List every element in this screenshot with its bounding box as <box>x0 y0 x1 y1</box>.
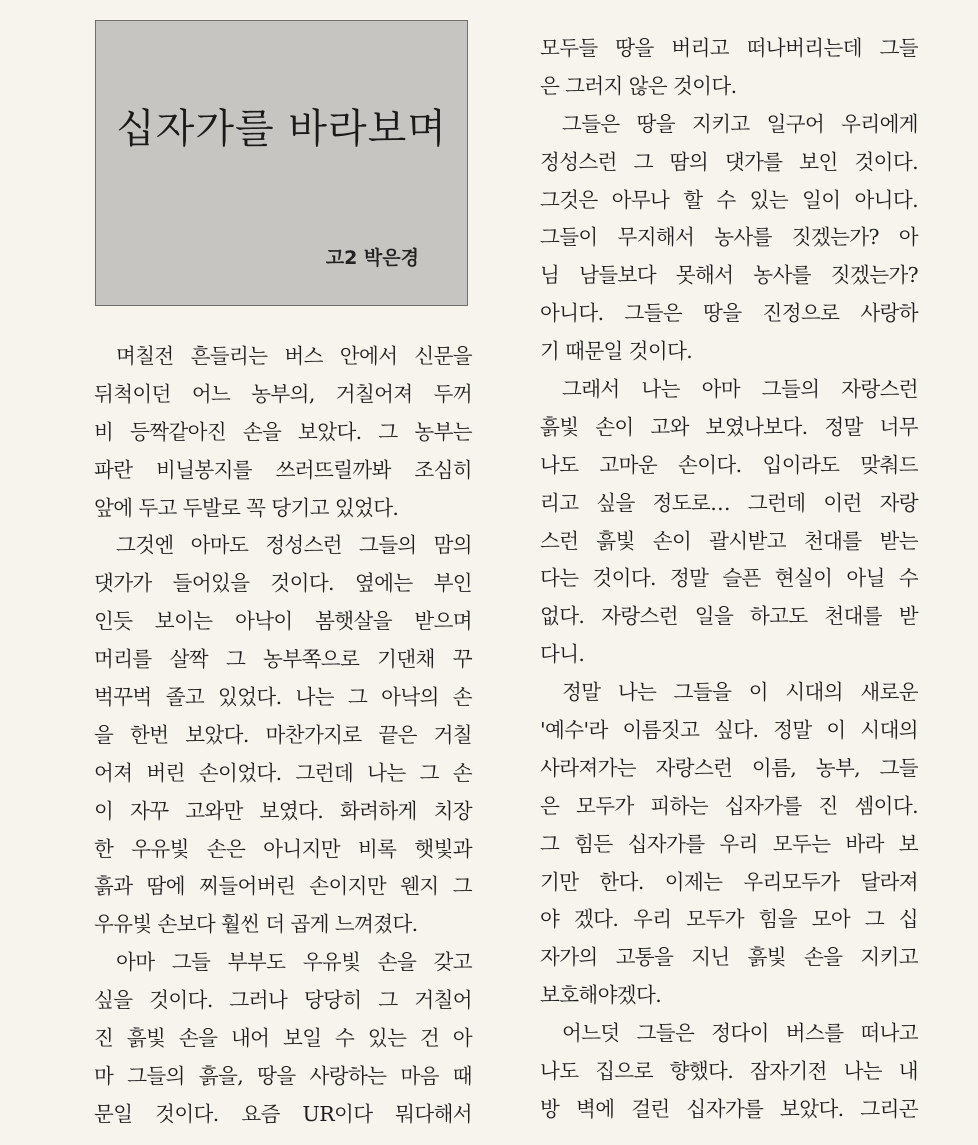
text-line: 흙빛 손이 고와 보였나보다. 정말 너무 <box>540 414 918 439</box>
text-line: 은 그러지 않은 것이다. <box>540 73 737 98</box>
text-line: 뒤척이던 어느 농부의, 거칠어져 두꺼 <box>94 381 472 406</box>
text-line: 마 그들의 흙을, 땅을 사랑하는 마음 때 <box>94 1063 472 1088</box>
text-line: 그들은 땅을 지키고 일구어 우리에게 <box>562 111 918 136</box>
text-line: 보호해야겠다. <box>540 983 662 1008</box>
text-line: 없다. 자랑스런 일을 하고도 천대를 받 <box>540 604 918 629</box>
text-line: '예수'라 이름짓고 싶다. 정말 이 시대의 <box>540 718 918 743</box>
text-line: 며칠전 흔들리는 버스 안에서 신문을 <box>116 344 472 368</box>
text-line: 댓가가 들어있을 것이다. 옆에는 부인 <box>94 571 472 596</box>
text-line: 그들이 무지해서 농사를 짓겠는가? 아 <box>540 225 918 250</box>
text-line: 야 겠다. 우리 모두가 힘을 모아 그 십 <box>540 907 918 932</box>
text-line: 나도 집으로 향했다. 잠자기전 나는 내 <box>540 1059 918 1084</box>
text-line: 그래서 나는 아마 그들의 자랑스런 <box>562 377 918 402</box>
right-column <box>540 30 918 1129</box>
text-line: 다니. <box>540 642 585 667</box>
text-line: 비 등짝같아진 손을 보았다. 그 농부는 <box>94 419 472 444</box>
text-line: 싶을 것이다. 그러나 당당히 그 거칠어 <box>94 988 472 1013</box>
text-line: 그 힘든 십자가를 우리 모두는 바라 보 <box>540 831 918 856</box>
text-line: 아니다. 그들은 땅을 진정으로 사랑하 <box>540 301 918 326</box>
text-line: 자가의 고통을 지닌 흙빛 손을 지키고 <box>540 945 918 970</box>
text-line: 스런 흙빛 손이 괄시받고 천대를 받는 <box>540 528 918 553</box>
text-line: 정성스런 그 땀의 댓가를 보인 것이다. <box>540 149 918 174</box>
text-line: 나도 고마운 손이다. 입이라도 맞춰드 <box>540 452 918 477</box>
text-line: 다는 것이다. 정말 슬픈 현실이 아닐 수 <box>540 566 918 591</box>
text-line: 님 남들보다 못해서 농사를 짓겠는가? <box>540 263 918 288</box>
text-line: 은 모두가 피하는 십자가를 진 셈이다. <box>540 793 918 818</box>
text-line: 벅꾸벅 졸고 있었다. 나는 그 아낙의 손 <box>94 685 472 710</box>
text-line: 정말 나는 그들을 이 시대의 새로운 <box>562 680 918 705</box>
text-line: 머리를 살짝 그 농부쪽으로 기댄채 꾸 <box>94 647 472 672</box>
author-byline: 고2 박은경 <box>325 247 419 269</box>
text-line: 우유빛 손보다 훨씬 더 곱게 느껴졌다. <box>94 912 418 937</box>
text-line: 사라져가는 자랑스런 이름, 농부, 그들 <box>540 755 918 780</box>
text-line: 흙과 땀에 찌들어버린 손이지만 웬지 그 <box>94 874 472 899</box>
text-line: 인듯 보이는 아낙이 봄햇살을 받으며 <box>94 609 472 634</box>
text-line: 그것은 아무나 할 수 있는 일이 아니다. <box>540 187 918 212</box>
text-line: 이 자꾸 고와만 보였다. 화려하게 치장 <box>94 798 472 823</box>
title-box <box>95 20 468 306</box>
text-line: 어느덧 그들은 정다이 버스를 떠나고 <box>562 1021 918 1046</box>
text-line: 진 흙빛 손을 내어 보일 수 있는 건 아 <box>94 1026 472 1051</box>
text-line: 파란 비닐봉지를 쓰러뜨릴까봐 조심히 <box>94 457 472 482</box>
text-line: 기 때문일 것이다. <box>540 339 693 364</box>
text-line: 기만 한다. 이제는 우리모두가 달라져 <box>540 869 918 894</box>
text-line: 앞에 두고 두발로 꼭 당기고 있었다. <box>94 495 399 520</box>
text-line: 리고 싶을 정도로… 그런데 이런 자랑 <box>540 490 918 515</box>
text-line: 그것엔 아마도 정성스런 그들의 맘의 <box>116 533 472 558</box>
left-column <box>94 338 472 1134</box>
text-line: 어져 버린 손이었다. 그런데 나는 그 손 <box>94 760 472 785</box>
text-line: 한 우유빛 손은 아니지만 비록 햇빛과 <box>94 836 472 861</box>
text-line: 아마 그들 부부도 우유빛 손을 갖고 <box>116 950 472 975</box>
text-line: 문일 것이다. 요즘 UR이다 뭐다해서 <box>94 1101 472 1126</box>
text-line: 을 한번 보았다. 마찬가지로 끝은 거칠 <box>94 722 472 747</box>
text-line: 방 벽에 걸린 십자가를 보았다. 그리곤 <box>540 1096 918 1121</box>
article-title: 십자가를 바라보며 <box>116 106 447 152</box>
text-line: 모두들 땅을 버리고 떠나버리는데 그들 <box>540 36 918 60</box>
